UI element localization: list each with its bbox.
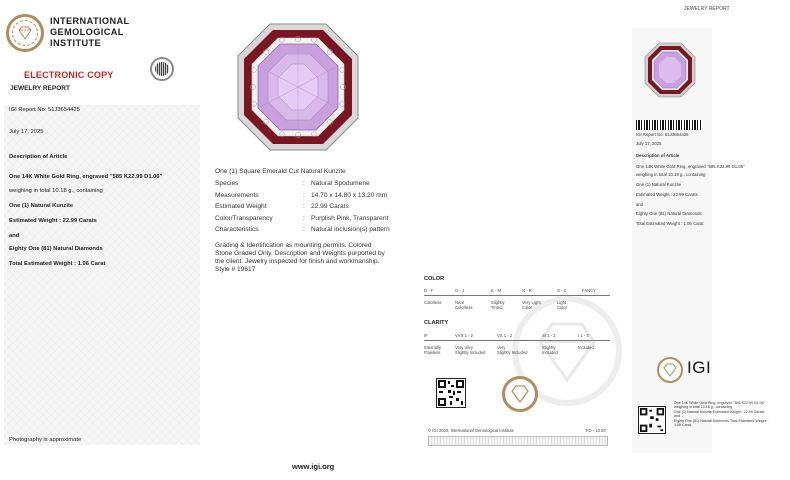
spec-value: Natural Spodumene (311, 180, 370, 187)
report-number: IGI Report No: 51J3654425 (9, 107, 80, 113)
right-description-line: One (1) Natural Kunzite (636, 182, 682, 187)
form-code: FD - 10.20 (586, 428, 606, 433)
igi-round-logo-icon (657, 357, 683, 383)
description-heading: Description of Article (9, 154, 68, 160)
color-desc: Very Light Color (522, 300, 541, 310)
color-desc: Light Color (557, 300, 568, 310)
description-line-6: Eighty One (81) Natural Diamonds (9, 246, 103, 252)
right-description-line: Estimated Weight : 22.99 Carats (636, 192, 698, 197)
description-line-3: One (1) Natural Kunzite (9, 203, 74, 209)
website: www.igi.org (292, 462, 335, 471)
qr-code-icon (436, 378, 466, 408)
right-date: July 17, 2025 (636, 141, 662, 146)
comment-line: the client. Jewelry inspected for finish and workmanship. (215, 258, 380, 265)
right-description-heading: Description of Article (636, 153, 680, 158)
clarity-grade: VS 1 - 2 (497, 333, 513, 338)
clarity-scale-title: CLARITY (424, 320, 449, 326)
description-line-1: One 14K White Gold Ring, engraved "585 K22.99 D1.06" (9, 174, 163, 180)
spec-key: Estimated Weight (215, 203, 267, 210)
copyright: © IGI 2020, International Gemological Institute (428, 428, 514, 433)
clarity-desc: Included (578, 345, 594, 350)
comments-block (215, 242, 415, 274)
gold-seal-icon (502, 376, 538, 412)
brand-line-1: INTERNATIONAL (50, 16, 130, 26)
igi-logo (6, 12, 130, 56)
comment-line: Style # 19617 (215, 266, 256, 273)
color-grade: N - R (522, 288, 532, 293)
stone-spec-table (215, 180, 390, 238)
ring-thumbnail (644, 42, 696, 98)
clarity-desc: Slightly Included (542, 345, 558, 355)
description-line-7: Total Estimated Weight : 1.06 Carat (9, 261, 106, 267)
brand-line-2: GEMOLOGICAL (50, 27, 124, 37)
color-grade: K - M (491, 288, 502, 293)
description-line-5: and (9, 233, 20, 239)
spec-row: Characteristics : Natural inclusion(s) pattern (215, 226, 390, 238)
right-description-line: One 14K White Gold Ring, engraved "585 K22.99 D1.06" (636, 164, 745, 169)
right-description-line: Total Estimated Weight : 1.06 Carat (636, 221, 704, 226)
spec-key: Color/Transparency (215, 214, 273, 222)
brand-line-3: INSTITUTE (50, 38, 102, 48)
spec-row: Species : Natural Spodumene (215, 180, 390, 192)
color-grade: G - J (455, 288, 465, 293)
disclaimer-bar (428, 436, 608, 446)
right-description-line: and (636, 202, 644, 207)
electronic-copy-label: ELECTRONIC COPY (24, 70, 114, 80)
stone-title: One (1) Square Emerald Cut Natural Kunzite (215, 168, 346, 175)
color-grade: FANCY (582, 288, 596, 293)
qr-code-icon (638, 406, 666, 434)
right-report-number: IGI Report No: 51J3654425 (636, 132, 689, 137)
color-scale-line (424, 295, 610, 296)
right-description-line: weighing in total 10.18 g., containing (636, 172, 706, 177)
description-line-2: weighing in total 10.18 g., containing (9, 188, 103, 194)
stub-summary: One 14K White Gold Ring, engraved "585 K22.99 D1.06" weighing in total 10.18 g., containing One (1) Natural Kunzite Estimated Weight : 22.99 Carats and Eighty One (81) Natural Diamonds Total Estimated Weight : 1.06 Carat (674, 401, 769, 428)
spec-row: Estimated Weight : 22.99 Carats (215, 203, 390, 215)
igi-seal-icon (6, 14, 44, 52)
clarity-desc: Very Very Slightly Included (455, 345, 486, 355)
color-desc: Near Colorless (455, 300, 473, 310)
header-jewelry-report: JEWELRY REPORT (684, 6, 730, 12)
clarity-scale-line (424, 340, 610, 341)
color-grade: S - Z (557, 288, 567, 293)
jewelry-report-label: JEWELRY REPORT (10, 85, 70, 92)
spec-value: 14.70 x 14.80 x 13.20 mm (311, 191, 388, 199)
photo-note: Photography is approximate (9, 437, 82, 443)
barcode-icon (636, 120, 702, 130)
ring-photo (236, 22, 360, 152)
clarity-desc: Very Slightly Included (497, 345, 528, 355)
hologram-badge-icon (150, 57, 174, 81)
spec-key: Species (215, 180, 239, 187)
spec-value: Purplish Pink, Transparent (311, 214, 389, 222)
clarity-grade: IF (424, 333, 428, 338)
igi-wordmark: IGI (687, 358, 712, 377)
spec-key: Characteristics (215, 226, 259, 233)
clarity-desc: Internally Flawless (424, 345, 441, 355)
spec-key: Measurements (215, 191, 259, 199)
spec-value: Natural inclusion(s) pattern (311, 226, 390, 233)
color-desc: Colorless (424, 300, 442, 305)
report-date: July 17, 2025 (9, 129, 44, 135)
comment-line: Stone Graded Only. Description and Weights purported by (215, 250, 385, 257)
color-scale-title: COLOR (424, 276, 445, 282)
clarity-grade: SI 1 - 2 (542, 333, 556, 338)
clarity-grade: I 1 - 3 (578, 333, 589, 338)
spec-value: 22.99 Carats (311, 203, 349, 210)
color-grade: D - F (424, 288, 434, 293)
clarity-grade: VVS 1 - 2 (455, 333, 473, 338)
spec-row: Measurements : 14.70 x 14.80 x 13.20 mm (215, 192, 390, 204)
description-line-4: Estimated Weight : 22.99 Carats (9, 218, 97, 224)
spec-row: Color/Transparency : Purplish Pink, Transparent (215, 215, 390, 227)
right-description-line: Eighty One (81) Natural Diamonds (636, 211, 702, 216)
color-desc: Slightly Tinted (491, 300, 505, 310)
comment-line: Grading & Identification as mounting permits. Colored (215, 242, 372, 249)
